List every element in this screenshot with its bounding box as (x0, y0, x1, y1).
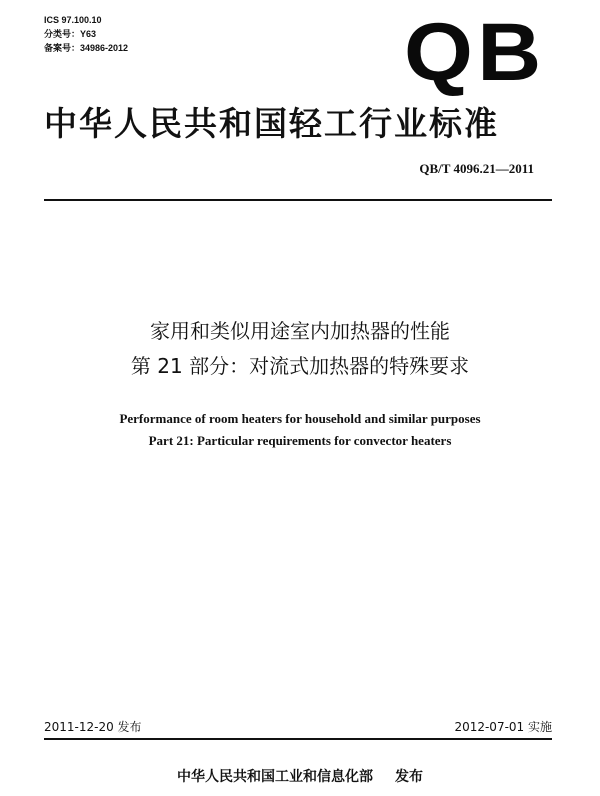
organization-title: 中华人民共和国轻工行业标准 (44, 104, 499, 143)
issue-date: 2011-12-20 发布 (44, 720, 142, 734)
ics-code: ICS 97.100.10 (44, 15, 102, 25)
filing-number: 备案号：34986-2012 (44, 43, 129, 53)
english-title-line-1: Performance of room heaters for household and similar purposes (119, 411, 481, 426)
standard-number: QB/T 4096.21—2011 (419, 161, 534, 176)
top-divider (44, 199, 552, 201)
document-meta (44, 13, 128, 55)
chinese-title-line-2: 第 21 部分：对流式加热器的特殊要求 (130, 354, 470, 378)
publisher-line (0, 766, 600, 786)
implementation-date: 2012-07-01 实施 (454, 720, 552, 734)
chinese-title-line-1: 家用和类似用途室内加热器的性能 (150, 319, 450, 343)
publisher-name: 中华人民共和国工业和信息化部 (177, 769, 373, 785)
qb-logo: QB (404, 7, 546, 98)
english-title-line-2: Part 21: Particular requirements for convector heaters (148, 433, 452, 448)
publisher-action: 发布 (395, 769, 423, 785)
classification-code: 分类号：Y63 (44, 29, 97, 39)
bottom-divider (44, 738, 552, 740)
